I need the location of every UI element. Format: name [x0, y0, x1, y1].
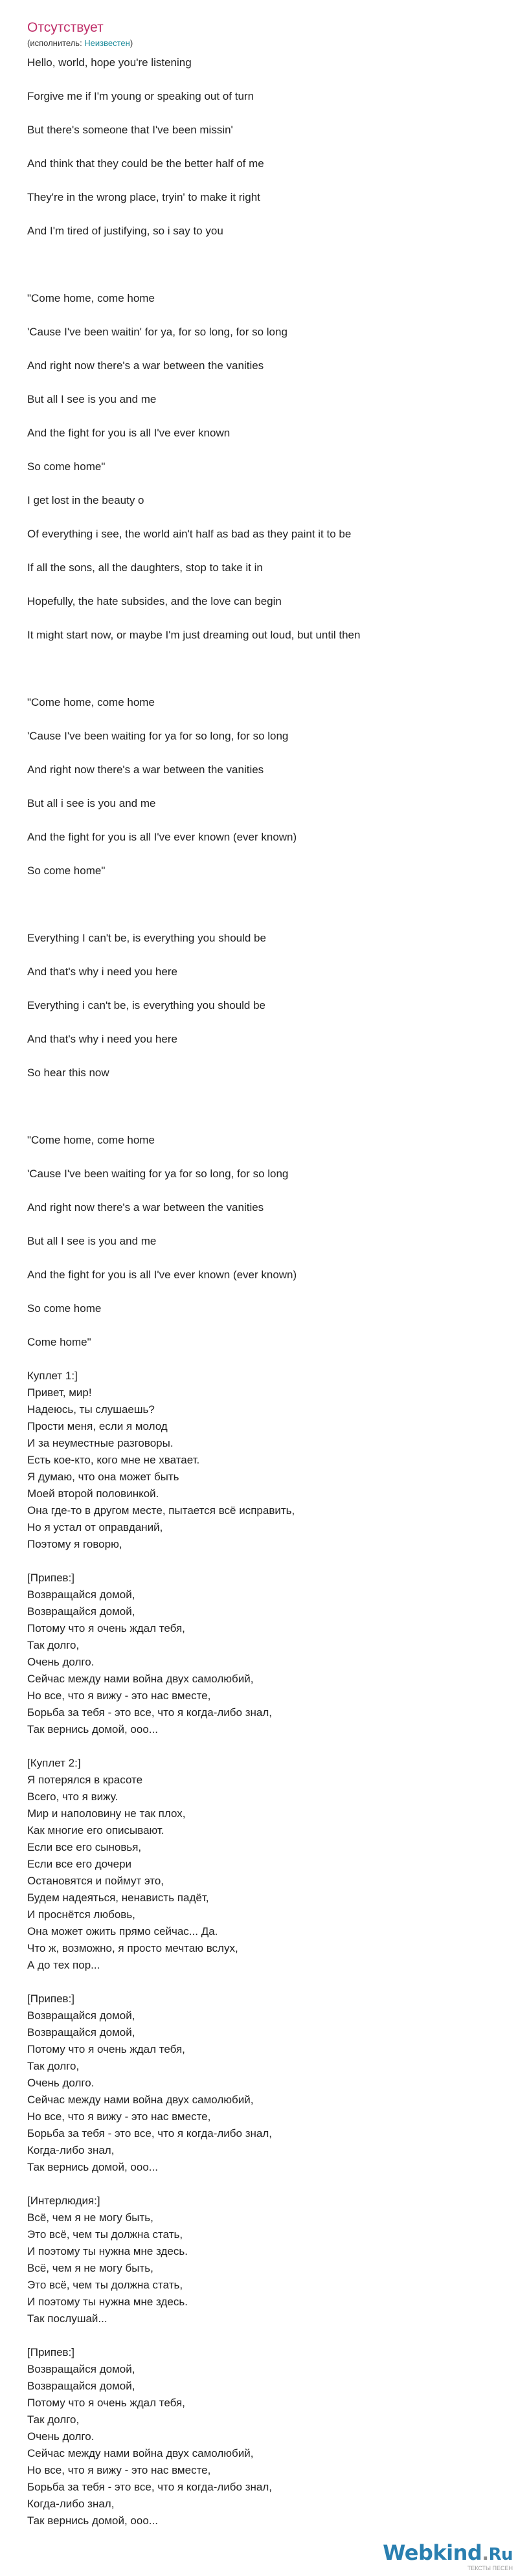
translation-line: И проснётся любовь, [27, 1908, 135, 1921]
translation-line: Возвращайся домой, [27, 1588, 135, 1601]
translation-line: Так вернись домой, ооо... [27, 2161, 158, 2173]
lyric-line: And the fight for you is all I've ever known (ever known) [27, 1269, 297, 1281]
lyric-line: So hear this now [27, 1067, 109, 1079]
artist-link[interactable]: Неизвестен [84, 38, 130, 48]
translation-line: Сейчас между нами война двух самолюбий, [27, 2447, 254, 2459]
translation-line: Борьба за тебя - это все, что я когда-либо знал, [27, 1706, 272, 1719]
translation-line: Что ж, возможно, я просто мечтаю вслух, [27, 1942, 238, 1954]
site-logo[interactable] [377, 2541, 513, 2573]
lyric-line: So come home" [27, 864, 106, 877]
translation-line: Так вернись домой, ооо... [27, 1723, 158, 1735]
translation-line: Будем надеяться, ненависть падёт, [27, 1892, 209, 1904]
translation-line: [Интерлюдия:] [27, 2195, 100, 2207]
translation-line: Возвращайся домой, [27, 2026, 135, 2039]
lyric-line: 'Cause I've been waiting for ya for so long, for so long [27, 1168, 289, 1180]
translation-line: Но все, что я вижу - это нас вместе, [27, 1689, 211, 1702]
translation-line: Моей второй половинкой. [27, 1487, 159, 1500]
lyric-line: So come home [27, 1302, 102, 1315]
translation-line: Мир и наполовину не так плох, [27, 1807, 186, 1820]
translation-line: Остановятся и поймут это, [27, 1875, 164, 1887]
translation-line: Когда-либо знал, [27, 2498, 115, 2510]
translation-line: Так вернись домой, ооо... [27, 2514, 158, 2527]
lyric-line: "Come home, come home [27, 696, 155, 708]
lyric-line: And right now there's a war between the vanities [27, 763, 264, 776]
translation-line: Возвращайся домой, [27, 2380, 135, 2392]
translation-line: [Припев:] [27, 2346, 75, 2358]
translation-line: [Припев:] [27, 1572, 75, 1584]
translation-line: Как многие его описывают. [27, 1824, 164, 1836]
translation-line: Но все, что я вижу - это нас вместе, [27, 2110, 211, 2123]
lyric-line: I get lost in the beauty o [27, 494, 144, 506]
translation-line: Возвращайся домой, [27, 1605, 135, 1618]
lyric-line: But all I see is you and me [27, 393, 157, 405]
translation-line: Так долго, [27, 1639, 80, 1651]
translation-line: Поэтому я говорю, [27, 1538, 122, 1550]
translation-line: Это всё, чем ты должна стать, [27, 2279, 183, 2291]
lyric-line: "Come home, come home [27, 292, 155, 304]
translation-line: Куплет 1:] [27, 1370, 78, 1382]
lyric-line: Hopefully, the hate subsides, and the love can begin [27, 595, 282, 607]
lyric-line [27, 256, 499, 273]
translation-line: А до тех пор... [27, 1959, 100, 1971]
translation-line: Очень долго. [27, 2077, 95, 2089]
lyric-line: Everything i can't be, is everything you should be [27, 999, 266, 1011]
translation-line: Борьба за тебя - это все, что я когда-либо знал, [27, 2481, 272, 2493]
lyric-line: Everything I can't be, is everything you should be [27, 932, 266, 944]
translation-line: Очень долго. [27, 1656, 95, 1668]
logo-text [377, 2541, 513, 2566]
translation-line [27, 1974, 499, 1991]
lyric-line [27, 896, 499, 913]
lyric-line: 'Cause I've been waitin' for ya, for so long, for so long [27, 326, 287, 338]
translation-line: И поэтому ты нужна мне здесь. [27, 2245, 188, 2257]
translation-line: Привет, мир! [27, 1386, 92, 1399]
translation-line [27, 1738, 499, 1755]
lyric-line: But all i see is you and me [27, 797, 156, 809]
translation-line: Сейчас между нами война двух самолюбий, [27, 1673, 254, 1685]
translation-line: Всё, чем я не могу быть, [27, 2211, 153, 2224]
song-title: Отсутствует [27, 20, 104, 35]
logo-dot: . [482, 2543, 489, 2564]
lyric-line [27, 1098, 499, 1115]
translation-line: Когда-либо знал, [27, 2144, 115, 2156]
lyric-line: And that's why i need you here [27, 966, 177, 978]
lyric-line: So come home" [27, 460, 106, 473]
lyric-line: And that's why i need you here [27, 1033, 177, 1045]
lyric-line: Hello, world, hope you're listening [27, 56, 192, 69]
translation-line [27, 2176, 499, 2193]
translation-line [27, 1553, 499, 1570]
translation-line: Возвращайся домой, [27, 2363, 135, 2375]
translation-line: Сейчас между нами война двух самолюбий, [27, 2094, 254, 2106]
translation-line: И поэтому ты нужна мне здесь. [27, 2296, 188, 2308]
translation-line: Борьба за тебя - это все, что я когда-либо знал, [27, 2127, 272, 2140]
translation-line: Прости меня, если я молод [27, 1420, 168, 1432]
lyric-line [27, 661, 499, 677]
english-lyrics [27, 54, 499, 1351]
translation-line: Потому что я очень ждал тебя, [27, 2397, 185, 2409]
logo-subtitle: ТЕКСТЫ ПЕСЕН [467, 2565, 513, 2571]
translation-line: Так долго, [27, 2060, 80, 2072]
translation-line: Потому что я очень ждал тебя, [27, 1622, 185, 1634]
translation-line: Если все его дочери [27, 1858, 132, 1870]
translation-line: Так послушай... [27, 2312, 107, 2325]
artist-prefix: (исполнитель: [27, 38, 85, 48]
lyric-line: And right now there's a war between the vanities [27, 1201, 264, 1214]
lyric-line: And think that they could be the better half of me [27, 157, 264, 170]
lyric-line: Of everything i see, the world ain't half as bad as they paint it to be [27, 528, 352, 540]
lyric-line: They're in the wrong place, tryin' to make it right [27, 191, 260, 203]
lyric-line: And the fight for you is all I've ever known (ever known) [27, 831, 297, 843]
lyric-line: And right now there's a war between the vanities [27, 359, 264, 372]
translation-line: [Припев:] [27, 1993, 75, 2005]
translation-line: Но я устал от оправданий, [27, 1521, 163, 1533]
translation-line: Потому что я очень ждал тебя, [27, 2043, 185, 2055]
lyric-line: 'Cause I've been waiting for ya for so long, for so long [27, 730, 289, 742]
lyric-line: And I'm tired of justifying, so i say to you [27, 225, 223, 237]
song-artist [27, 38, 499, 49]
lyric-line: But all I see is you and me [27, 1235, 157, 1247]
lyric-line: "Come home, come home [27, 1134, 155, 1146]
translation-line: Возвращайся домой, [27, 2009, 135, 2022]
translation-line: Это всё, чем ты должна стать, [27, 2228, 183, 2241]
translation-line: Всё, чем я не могу быть, [27, 2262, 153, 2274]
lyric-line: But there's someone that I've been missin' [27, 124, 233, 136]
translation-line: Так долго, [27, 2413, 80, 2426]
translation-line: Надеюсь, ты слушаешь? [27, 1403, 155, 1416]
translation-line: Есть кое-кто, кого мне не хватает. [27, 1454, 200, 1466]
artist-suffix: ) [130, 38, 133, 48]
translation-line: Я думаю, что она может быть [27, 1471, 179, 1483]
translation-line: Всего, что я вижу. [27, 1791, 118, 1803]
logo-main: Webkind [383, 2540, 482, 2565]
translation-line: Я потерялся в красоте [27, 1774, 143, 1786]
translation-line [27, 2327, 499, 2344]
translation-line: Но все, что я вижу - это нас вместе, [27, 2464, 211, 2476]
translation-line: Очень долго. [27, 2430, 95, 2443]
translation-line: Она где-то в другом месте, пытается всё исправить, [27, 1504, 295, 1517]
lyric-line: Forgive me if I'm young or speaking out of turn [27, 90, 254, 102]
translation-line: Она может ожить прямо сейчас... Да. [27, 1925, 218, 1938]
translation-line: [Куплет 2:] [27, 1757, 81, 1769]
lyric-line: And the fight for you is all I've ever known [27, 427, 231, 439]
lyric-line: If all the sons, all the daughters, stop to take it in [27, 561, 263, 574]
logo-tld: Ru [488, 2545, 513, 2564]
russian-lyrics [27, 1368, 499, 2529]
translation-line: Если все его сыновья, [27, 1841, 142, 1853]
lyric-line: It might start now, or maybe I'm just dreaming out loud, but until then [27, 629, 361, 641]
translation-line: И за неуместные разговоры. [27, 1437, 174, 1449]
lyric-line: Come home" [27, 1336, 91, 1348]
